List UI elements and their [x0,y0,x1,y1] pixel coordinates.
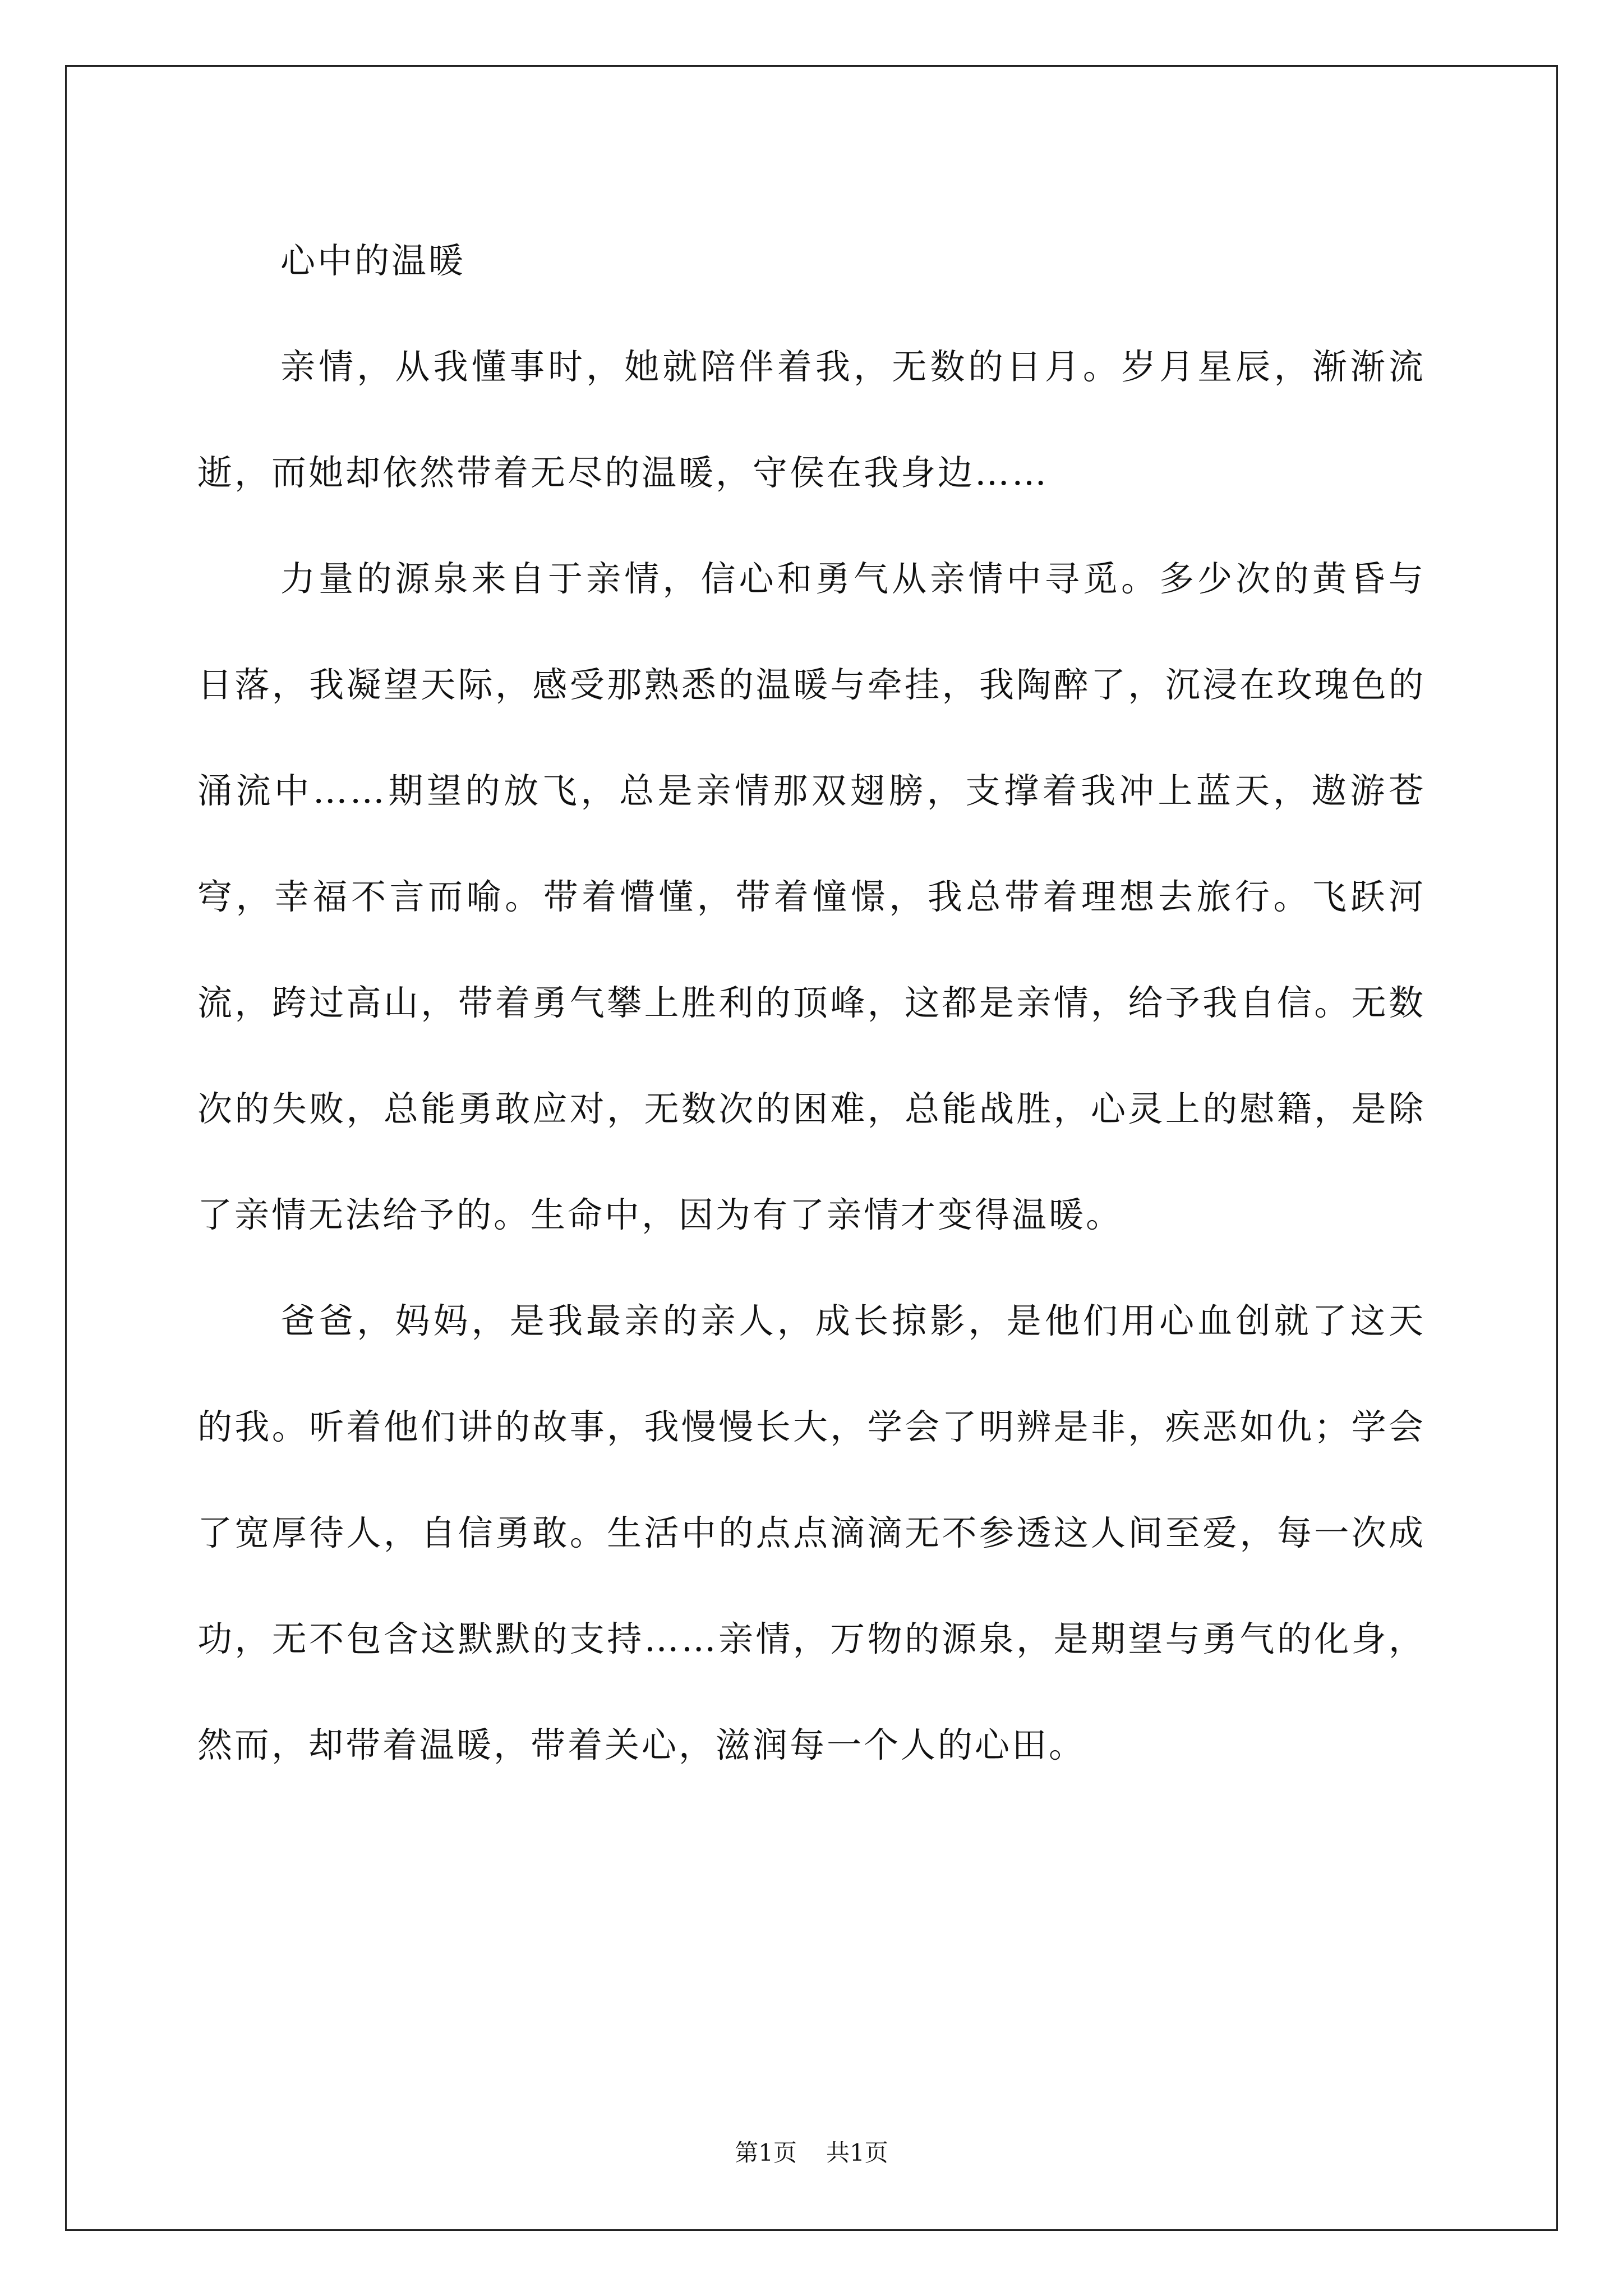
page-number: 第1页 [735,2139,797,2166]
page-footer [0,2136,1623,2170]
paragraph-3: 爸爸，妈妈，是我最亲的亲人，成长掠影，是他们用心血创就了这天的我。听着他们讲的故事，我慢慢长大，学会了明辨是非，疾恶如仇；学会了宽厚待人，自信勇敢。生活中的点点滴滴无不参透这人间至爱，每一次成功，无不包含这默默的支持……亲情，万物的源泉，是期望与勇气的化身，然而，却带着温暖，带着关心，滋润每一个人的心田。 [197,1300,1426,1765]
paragraph-1: 亲情，从我懂事时，她就陪伴着我，无数的日月。岁月星辰，渐渐流逝，而她却依然带着无尽的温暖，守侯在我身边…… [197,346,1426,493]
document-body [197,208,1426,1798]
page-total: 共1页 [826,2139,888,2166]
paragraph-2: 力量的源泉来自于亲情，信心和勇气从亲情中寻觅。多少次的黄昏与日落，我凝望天际，感受那熟悉的温暖与牵挂，我陶醉了，沉浸在玫瑰色的涌流中……期望的放飞，总是亲情那双翅膀，支撑着我冲上蓝天，遨游苍穹，幸福不言而喻。带着懵懂，带着憧憬，我总带着理想去旅行。飞跃河流，跨过高山，带着勇气攀上胜利的顶峰，这都是亲情，给予我自信。无数次的失败，总能勇敢应对，无数次的困难，总能战胜，心灵上的慰籍，是除了亲情无法给予的。生命中，因为有了亲情才变得温暖。 [197,558,1426,1235]
document-title: 心中的温暖 [280,240,466,281]
